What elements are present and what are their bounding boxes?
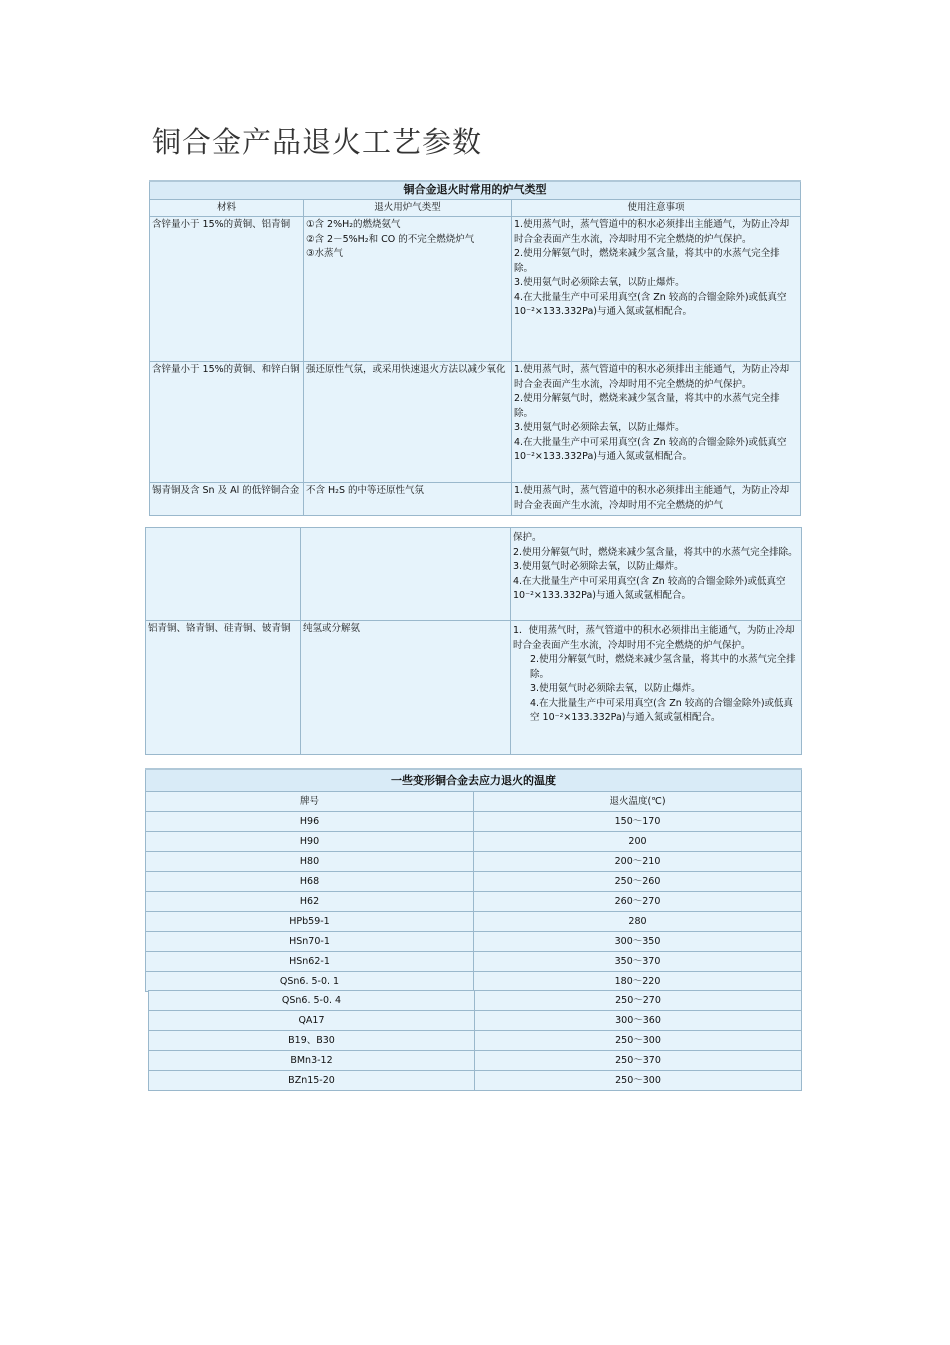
stress-relief-table-continued <box>148 990 802 1091</box>
header-temperature: 退火温度(℃) <box>474 792 802 812</box>
notes-cell: 1.使用蒸气时，蒸气管道中的积水必须排出主能通气，为防止冷却时合金表面产生水流，冷却时用不完全燃烧的炉气保护。 2.使用分解氨气时，燃烧来减少氢含量，将其中的水蒸气完全排除。 3.使用氨气时必须除去氧，以防止爆炸。 4.在大批量生产中可采用真空(含 Zn 较高的合镏金除外)或低真空 10⁻²×133.332Pa)与通入氮或氩相配合。 <box>512 362 801 483</box>
page-title: 铜合金产品退火工艺参数 <box>152 125 483 159</box>
temperature-cell: 200 <box>474 832 802 852</box>
table-row <box>150 362 801 483</box>
grade-cell: QSn6. 5-0. 1 <box>146 972 474 992</box>
material-cell: 含锌量小于 15%的黄铜、铝青铜 <box>150 217 304 362</box>
temperature-cell: 350～370 <box>474 952 802 972</box>
grade-cell: H62 <box>146 892 474 912</box>
table-row <box>149 1031 802 1051</box>
temperature-cell: 250～270 <box>475 991 802 1011</box>
gas-cell: ①含 2%H₂的燃烧氨气 ②含 2－5%H₂和 CO 的不完全燃烧炉气 ③水蒸气 <box>304 217 512 362</box>
temperature-cell: 300～360 <box>475 1011 802 1031</box>
grade-cell: H90 <box>146 832 474 852</box>
temperature-cell: 280 <box>474 912 802 932</box>
grade-cell: HSn62-1 <box>146 952 474 972</box>
table-row <box>149 1051 802 1071</box>
temperature-cell: 250～260 <box>474 872 802 892</box>
table-row <box>149 1011 802 1031</box>
table-row <box>146 912 802 932</box>
furnace-gas-table <box>149 180 801 516</box>
grade-cell: BMn3-12 <box>149 1051 475 1071</box>
notes-cell: 1．使用蒸气时，蒸气管道中的积水必须排出主能通气，为防止冷却时合金表面产生水流，冷却时用不完全燃烧的炉气保护。 2.使用分解氨气时，燃烧来减少氢含量，将其中的水蒸气完全排除。 3.使用氨气时必须除去氧，以防止爆炸。 4.在大批量生产中可采用真空(含 Zn 较高的合镏金除外)或低真空 10⁻²×133.332Pa)与通入氮或氩相配合。 <box>511 621 802 755</box>
table-row <box>146 892 802 912</box>
table-row <box>146 872 802 892</box>
table-row <box>146 812 802 832</box>
table-caption: 铜合金退火时常用的炉气类型 <box>150 181 801 199</box>
table-row <box>146 852 802 872</box>
temperature-cell: 250～300 <box>475 1071 802 1091</box>
grade-cell: HPb59-1 <box>146 912 474 932</box>
grade-cell: QSn6. 5-0. 4 <box>149 991 475 1011</box>
gas-cell <box>301 528 511 621</box>
stress-relief-table <box>145 768 802 992</box>
notes-cell: 保护。 2.使用分解氨气时，燃烧来减少氢含量，将其中的水蒸气完全排除。 3.使用氨气时必须除去氧，以防止爆炸。 4.在大批量生产中可采用真空(含 Zn 较高的合镏金除外)或低真空 10⁻²×133.332Pa)与通入氮或氩相配合。 <box>511 528 802 621</box>
header-grade: 牌号 <box>146 792 474 812</box>
table-row <box>146 932 802 952</box>
table-row <box>149 1071 802 1091</box>
grade-cell: HSn70-1 <box>146 932 474 952</box>
temperature-cell: 150～170 <box>474 812 802 832</box>
grade-cell: B19、B30 <box>149 1031 475 1051</box>
table-row <box>146 528 802 621</box>
header-gas: 退火用炉气类型 <box>304 199 512 217</box>
material-cell <box>146 528 301 621</box>
table-row <box>150 483 801 516</box>
temperature-cell: 250～300 <box>475 1031 802 1051</box>
table-row <box>146 621 802 755</box>
header-material: 材料 <box>150 199 304 217</box>
temperature-cell: 250～370 <box>475 1051 802 1071</box>
furnace-gas-table-continued <box>145 527 802 755</box>
grade-cell: QA17 <box>149 1011 475 1031</box>
table-row <box>149 991 802 1011</box>
gas-cell: 强还原性气氛，或采用快速退火方法以减少氧化 <box>304 362 512 483</box>
table-row <box>146 952 802 972</box>
notes-cell: 1.使用蒸气时，蒸气管道中的积水必须排出主能通气，为防止冷却时合金表面产生水流，冷却时用不完全燃烧的炉气保护。 2.使用分解氨气时，燃烧来减少氢含量，将其中的水蒸气完全排除。 3.使用氨气时必须除去氧，以防止爆炸。 4.在大批量生产中可采用真空(含 Zn 较高的合镏金除外)或低真空 10⁻²×133.332Pa)与通入氮或氩相配合。 <box>512 217 801 362</box>
temperature-cell: 260～270 <box>474 892 802 912</box>
table-row <box>146 972 802 992</box>
material-cell: 含锌量小于 15%的黄铜、和锌白铜 <box>150 362 304 483</box>
material-cell: 铝青铜、铬青铜、硅青铜、铍青铜 <box>146 621 301 755</box>
grade-cell: H68 <box>146 872 474 892</box>
table-row <box>150 217 801 362</box>
grade-cell: H96 <box>146 812 474 832</box>
temperature-cell: 180～220 <box>474 972 802 992</box>
gas-cell: 不含 H₂S 的中等还原性气氛 <box>304 483 512 516</box>
notes-cell: 1.使用蒸气时，蒸气管道中的积水必须排出主能通气，为防止冷却时合金表面产生水流，冷却时用不完全燃烧的炉气 <box>512 483 801 516</box>
temperature-cell: 200～210 <box>474 852 802 872</box>
material-cell: 锡青铜及含 Sn 及 Al 的低锌铜合金 <box>150 483 304 516</box>
grade-cell: H80 <box>146 852 474 872</box>
gas-cell: 纯氢或分解氨 <box>301 621 511 755</box>
table-row <box>146 832 802 852</box>
table-caption: 一些变形铜合金去应力退火的温度 <box>146 769 802 792</box>
temperature-cell: 300～350 <box>474 932 802 952</box>
grade-cell: BZn15-20 <box>149 1071 475 1091</box>
header-notes: 使用注意事项 <box>512 199 801 217</box>
